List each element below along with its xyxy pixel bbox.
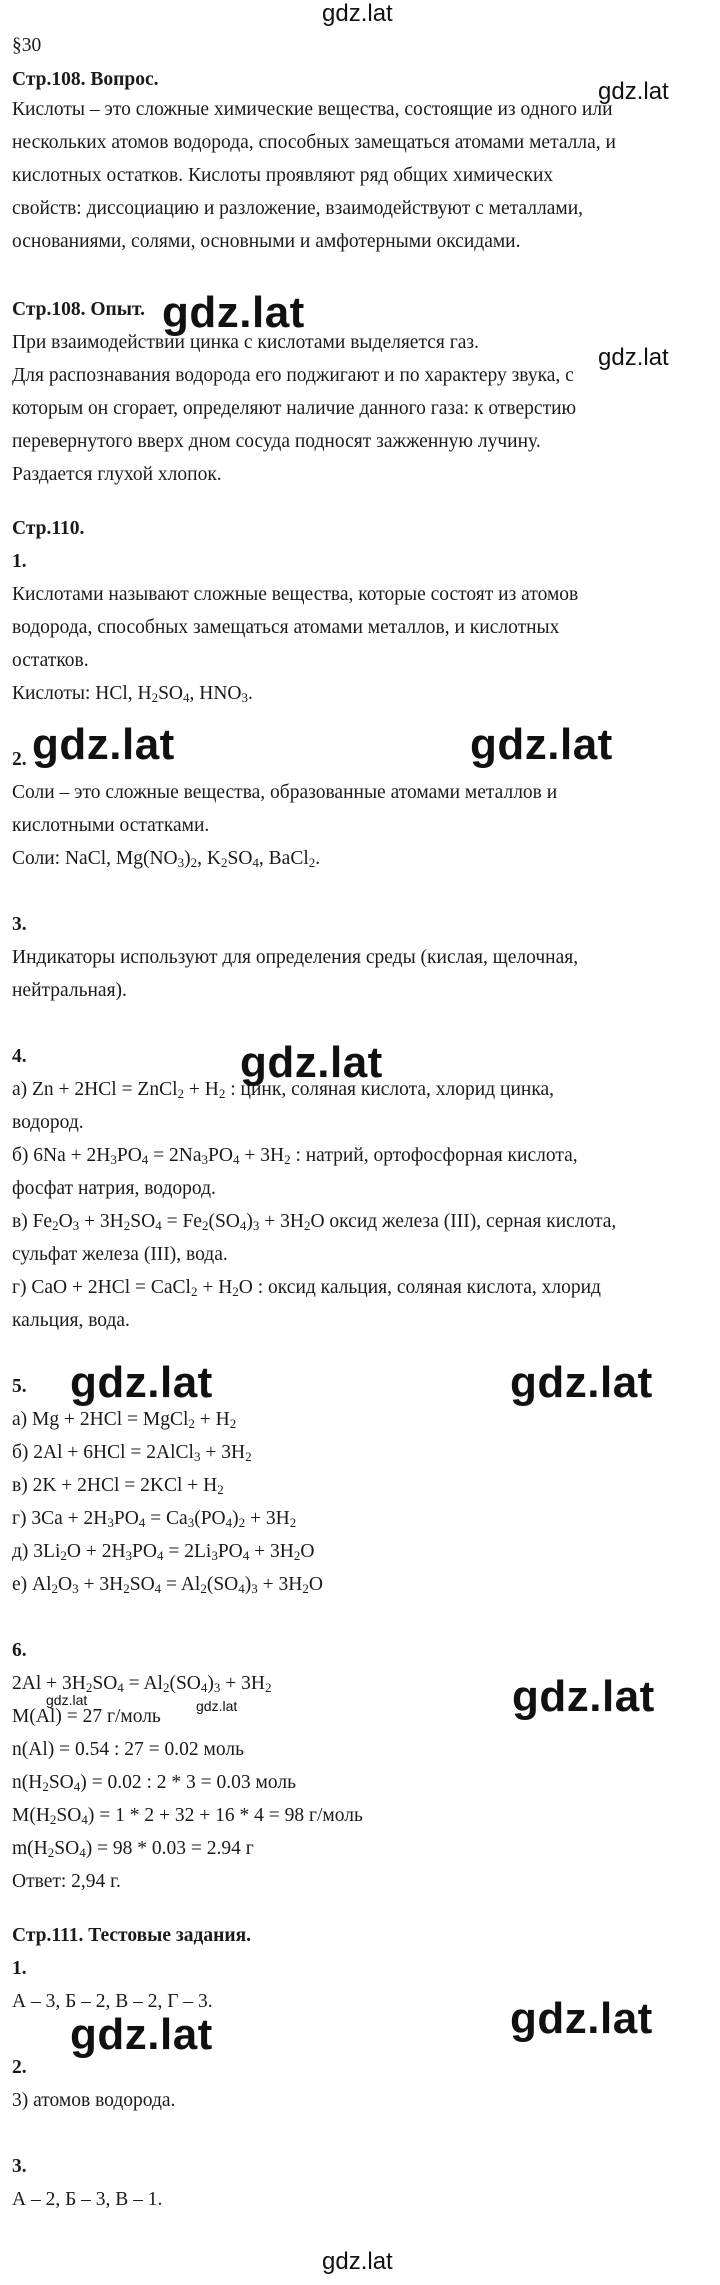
text-line: Раздается глухой хлопок. (12, 464, 222, 485)
formula-line: водород. (12, 1112, 84, 1133)
text-line: При взаимодействии цинка с кислотами выделяется газ. (12, 332, 479, 353)
task-number: 4. (12, 1046, 27, 1067)
text-line: перевернутого вверх дном сосуда подносят зажженную лучину. (12, 431, 541, 452)
watermark: gdz.lat (162, 288, 305, 337)
watermark: gdz.lat (510, 1358, 653, 1407)
formula-line: б) 2Al + 6HCl = 2AlCl$_3$ + $3H_2$ (12, 1442, 252, 1464)
watermark: gdz.lat (70, 2010, 213, 2059)
formula-line: г) CaO + 2HCl = CaCl$_2$ + $H_2O$ : оксид кальция, соляная кислота, хлорид (12, 1277, 601, 1299)
text-line: Кислотами называют сложные вещества, которые состоят из атомов (12, 584, 579, 605)
task-number: 1. (12, 1958, 27, 1979)
watermark: gdz.lat (70, 1358, 213, 1407)
formula-line: б) $6Na + 2H_3PO_4 = 2Na_3PO_4 + 3H_2$ : натрий, ортофосфорная кислота, (12, 1145, 578, 1167)
formula-line: сульфат железа (III), вода. (12, 1244, 228, 1265)
text-line: водорода, способных замещаться атомами металлов, и кислотных (12, 617, 560, 638)
watermark: gdz.lat (240, 1038, 383, 1087)
heading-p108-experiment: Стр.108. Опыт. (12, 299, 145, 320)
watermark: gdz.lat (46, 1692, 88, 1708)
text-line: Соли – это сложные вещества, образованные атомами металлов и (12, 782, 558, 803)
section-number: §30 (12, 35, 42, 56)
formula-line: n(Al) = 0.54 : 27 = 0.02 моль (12, 1739, 244, 1760)
formula-line: а) Zn + 2HCl = ZnCl$_2$ + $H_2$ : цинк, соляная кислота, хлорид цинка, (12, 1079, 555, 1101)
watermark: gdz.lat (510, 1994, 653, 2043)
text-line: Для распознавания водорода его поджигают и по характеру звука, с (12, 365, 574, 386)
formula-line: д) $3Li_2O + 2H_3PO_4 = 2Li_3PO_4 + 3H_2O$ (12, 1541, 315, 1563)
answer-line: А – 2, Б – 3, В – 1. (12, 2189, 163, 2210)
formula-line: г) $3Ca + 2H_3PO_4 = Ca_3(PO_4)_2 + 3H_2$ (12, 1508, 297, 1530)
formula-line: кальция, вода. (12, 1310, 130, 1331)
task-number: 2. (12, 749, 27, 770)
formula-line: фосфат натрия, водород. (12, 1178, 216, 1199)
task-number: 3. (12, 2156, 27, 2177)
answer-line: А – 3, Б – 2, В – 2, Г – 3. (12, 1991, 213, 2012)
watermark: gdz.lat (598, 344, 669, 371)
text-line: Кислоты – это сложные химические вещества, состоящие из одного или (12, 99, 613, 120)
task-number: 1. (12, 551, 27, 572)
formula-line: е) $Al_2O_3 + 3H_2SO_4 = Al_2(SO_4)_3 + 3H_2O$ (12, 1574, 323, 1596)
watermark: gdz.lat (322, 2248, 393, 2275)
watermark: gdz.lat (322, 0, 393, 27)
formula-line: $n(H_2SO_4) = 0.02$ : 2 * 3 = 0.03 моль (12, 1772, 297, 1794)
text-line: остатков. (12, 650, 89, 671)
text-line: основаниями, солями, основными и амфотерными оксидами. (12, 231, 521, 252)
task-number: 6. (12, 1640, 27, 1661)
watermark: gdz.lat (470, 720, 613, 769)
text-line: кислотных остатков. Кислоты проявляют ряд общих химических (12, 165, 554, 186)
text-line: свойств: диссоциацию и разложение, взаимодействуют с металлами, (12, 198, 584, 219)
formula-line: $2Al + 3H_2SO_4 = Al_2(SO_4)_3 + 3H_2$ (12, 1673, 272, 1695)
formula-line: а) Mg + 2HCl = MgCl$_2$ + $H_2$ (12, 1409, 237, 1431)
text-line: нескольких атомов водорода, способных замещаться атомами металла, и (12, 132, 616, 153)
task-number: 2. (12, 2057, 27, 2078)
heading-p110: Стр.110. (12, 518, 85, 539)
text-line: нейтральная). (12, 980, 127, 1001)
watermark: gdz.lat (512, 1672, 655, 1721)
formula-line: $m(H_2SO_4) = 98 * 0.03 = 2.94$ г (12, 1838, 254, 1860)
formula-line: в) $Fe_2O_3 + 3H_2SO_4 = Fe_2(SO_4)_3 + 3H_2O$ оксид железа (III), серная кислота, (12, 1211, 617, 1233)
text-line: которым он сгорает, определяют наличие данного газа: к отверстию (12, 398, 577, 419)
formula-line: $M(H_2SO_4) = 1 * 2 + 32 + 16 * 4 = 98$ г/моль (12, 1805, 363, 1827)
text-line: Индикаторы используют для определения среды (кислая, щелочная, (12, 947, 579, 968)
watermark: gdz.lat (598, 78, 669, 105)
formula-line: в) $2K + 2HCl = 2KCl + H_2$ (12, 1475, 224, 1497)
heading-p111-tests: Стр.111. Тестовые задания. (12, 1925, 251, 1946)
answer-line: 3) атомов водорода. (12, 2090, 176, 2111)
answer-line: Ответ: 2,94 г. (12, 1871, 121, 1892)
text-line: кислотными остатками. (12, 815, 210, 836)
formula-line: M(Al) = 27 г/моль (12, 1706, 161, 1727)
task-number: 5. (12, 1376, 27, 1397)
formula-line: Кислоты: HCl, $H_2SO_4$, $HNO_3$. (12, 683, 253, 705)
heading-p108-question: Стр.108. Вопрос. (12, 69, 159, 90)
watermark: gdz.lat (196, 1698, 238, 1714)
watermark: gdz.lat (32, 720, 175, 769)
task-number: 3. (12, 914, 27, 935)
formula-line: Соли: NaCl, $Mg(NO_3)_2$, $K_2SO_4$, BaCl$_2$. (12, 848, 321, 870)
